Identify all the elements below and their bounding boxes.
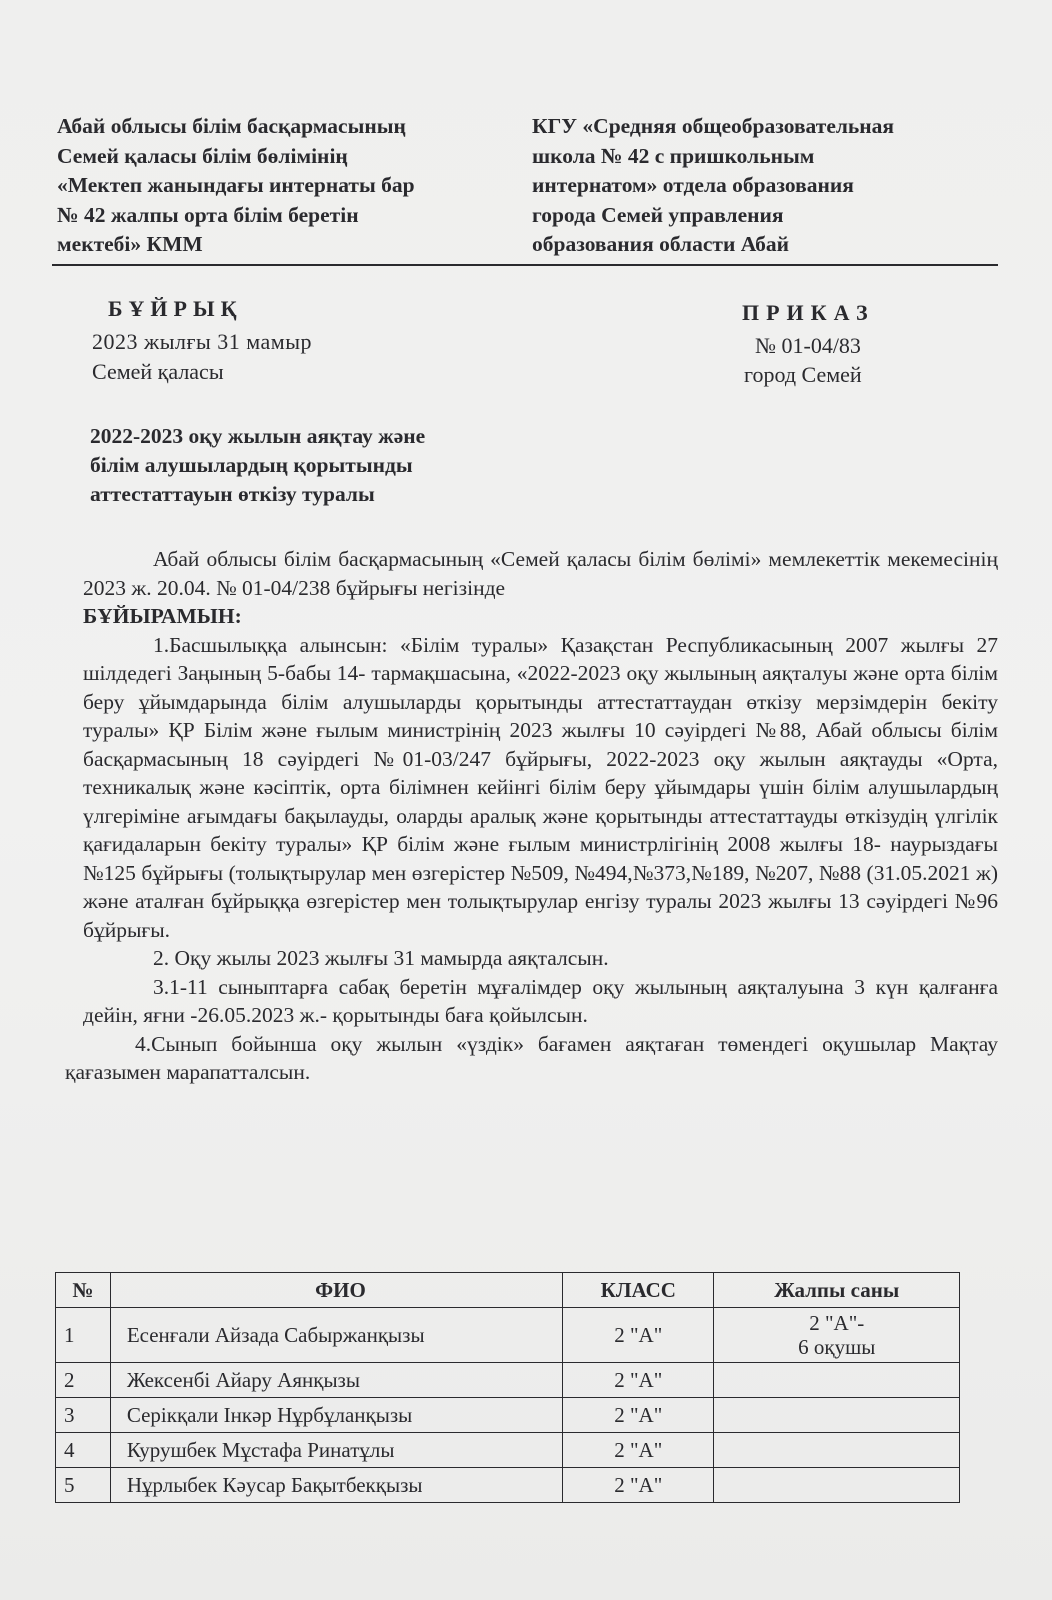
class-total	[714, 1398, 960, 1433]
header-ru-line: образования области Абай	[532, 232, 790, 256]
item-4-paragraph: 4.Сынып бойынша оқу жылын «үздік» бағамен аяқтаған төмендегі оқушылар Мақтау қағазымен марапатталсын.	[65, 1031, 998, 1084]
order-city-kz: Семей қаласы	[92, 359, 224, 384]
table-row	[56, 1468, 960, 1503]
decree-heading: БҰЙЫРАМЫН:	[83, 604, 242, 628]
subject-line: 2022-2023 оқу жылын аяқтау және	[90, 424, 426, 448]
header-divider	[52, 264, 998, 266]
order-title-ru: ПРИКАЗ	[742, 300, 875, 325]
item-3-paragraph: 3.1-11 сыныптарға сабақ беретін мұғалімдер оқу жылының аяқталуына 3 күн қалғанға дейін, яғни -26.05.2023 ж.- қорытынды баға қойылсын.	[83, 974, 998, 1027]
item-2-paragraph: 2. Оқу жылы 2023 жылғы 31 мамырда аяқталсын.	[153, 946, 609, 970]
table-row	[56, 1433, 960, 1468]
order-subject	[90, 422, 550, 509]
student-name: Жексенбі Айару Аянқызы	[110, 1363, 562, 1398]
class-total	[714, 1468, 960, 1503]
students-table	[55, 1272, 960, 1503]
student-name: Есенғали Айзада Сабыржанқызы	[110, 1308, 562, 1363]
student-class: 2 "А"	[563, 1308, 714, 1363]
row-number: 3	[56, 1398, 111, 1433]
header-kz-line: «Мектеп жанындағы интернаты бар	[57, 173, 415, 197]
student-class: 2 "А"	[563, 1398, 714, 1433]
header-kz-organization	[57, 112, 517, 260]
header-ru-organization	[532, 112, 1002, 260]
subject-line: білім алушылардың қорытынды	[90, 453, 413, 477]
header-kz-line: Абай облысы білім басқармасының	[57, 114, 406, 138]
student-name: Серікқали Інкәр Нұрбұланқызы	[110, 1398, 562, 1433]
order-number: № 01-04/83	[755, 333, 861, 358]
intro-paragraph: Абай облысы білім басқармасының «Семей қаласы білім бөлімі» мемлекеттік мекемесінің 2023 ж. 20.04. № 01-04/238 бұйрығы негізінде	[83, 547, 998, 600]
order-city-ru: город Семей	[744, 362, 862, 387]
table-row	[56, 1398, 960, 1433]
column-header-number: №	[56, 1273, 111, 1308]
class-total	[714, 1433, 960, 1468]
column-header-total: Жалпы саны	[714, 1273, 960, 1308]
row-number: 1	[56, 1308, 111, 1363]
header-kz-line: № 42 жалпы орта білім беретін	[57, 202, 359, 227]
header-ru-line: интернатом» отдела образования	[532, 173, 854, 197]
header-ru-line: КГУ «Средняя общеобразовательная	[532, 114, 895, 138]
header-kz-line: мектебі» КММ	[57, 232, 203, 256]
order-body	[65, 545, 998, 1087]
student-name: Курушбек Мұстафа Ринатұлы	[110, 1433, 562, 1468]
row-number: 5	[56, 1468, 111, 1503]
student-class: 2 "А"	[563, 1433, 714, 1468]
item-1-paragraph: 1.Басшылыққа алынсын: «Білім туралы» Қазақстан Республикасының 2007 жылғы 27 шілдедегі Заңының 5-бабы 14- тармақшасына, «2022-2023 оқу жылының аяқталуы және орта білім беру ұйымдарында білім алушыларды қорытынды аттестаттаудан өткізу мерзімдерін бекіту туралы» ҚР Білім және ғылым министрінің 2023 жылғы 10 сәуірдегі №88, Абай облысы білім басқармасының 18 сәуірдегі №01-03/247 бұйрығы, 2022-2023 оқу жылын аяқтауды «Орта, техникалық және кәсіптік, орта білімнен кейінгі білім беру ұйымдары үшін білім алушылардың үлгеріміне ағымдағы бақылауды, оларды аралық және қорытынды аттестаттауды өткізудің үлгілік қағидаларын бекіту туралы» ҚР білім және ғылым министрлігінің 2008 жылғы 18- наурыздағы №125 бұйрығы (толықтырулар мен өзгерістер №509, №494,№373,№189, №207, №88 (31.05.2021 ж) және аталған бұйрыққа өзгерістер мен толықтырулар енгізу туралы 2023 жылғы 13 сәуірдегі №96 бұйрығы.	[83, 632, 998, 942]
header-ru-line: города Семей управления	[532, 202, 784, 227]
header-kz-line: Семей қаласы білім бөлімінің	[57, 143, 348, 168]
class-total	[714, 1363, 960, 1398]
order-title-kz: БҰЙРЫҚ	[108, 296, 243, 321]
student-name: Нұрлыбек Кәусар Бақытбекқызы	[110, 1468, 562, 1503]
student-class: 2 "А"	[563, 1363, 714, 1398]
table-row	[56, 1363, 960, 1398]
column-header-fio: ФИО	[110, 1273, 562, 1308]
row-number: 4	[56, 1433, 111, 1468]
class-total: 2 "А"- 6 оқушы	[714, 1308, 960, 1363]
header-ru-line: школа № 42 с пришкольным	[532, 143, 815, 168]
order-date-kz: 2023 жылғы 31 мамыр	[92, 329, 313, 354]
student-class: 2 "А"	[563, 1468, 714, 1503]
subject-line: аттестаттауын өткізу туралы	[90, 482, 375, 506]
table-row	[56, 1308, 960, 1363]
table-header-row	[56, 1273, 960, 1308]
row-number: 2	[56, 1363, 111, 1398]
column-header-class: КЛАСС	[563, 1273, 714, 1308]
